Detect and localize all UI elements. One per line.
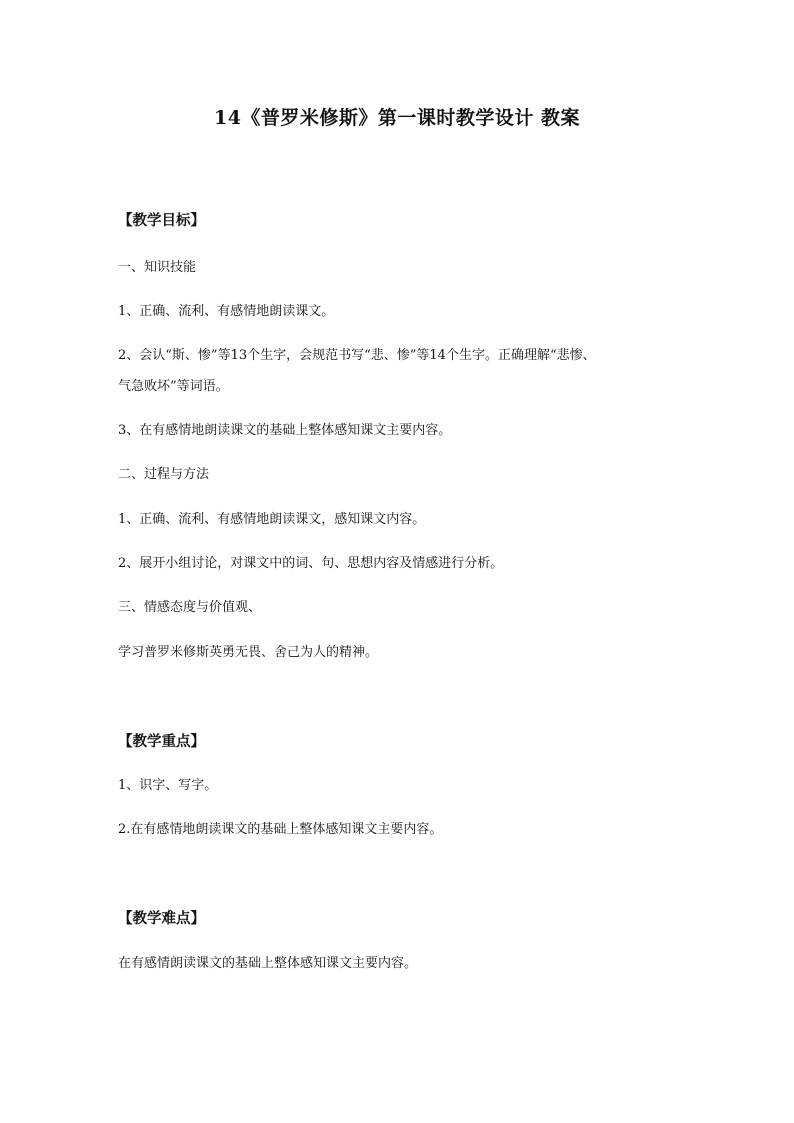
- emotion-heading: 三、情感态度与价值观、: [118, 600, 262, 615]
- knowledge-item-2-continued: 气急败坏”等词语。: [118, 379, 229, 394]
- process-heading: 二、过程与方法: [118, 467, 210, 482]
- process-item-2: 2、展开小组讨论，对课文中的词、句、思想内容及情感进行分析。: [118, 556, 504, 571]
- key-point-item-2: 2.在有感情地朗读课文的基础上整体感知课文主要内容。: [118, 822, 443, 837]
- knowledge-item-2: 2、会认“斯、惨”等13个生字，会规范书写“悲、惨”等14个生字。正确理解“悲惨、: [118, 348, 596, 363]
- emotion-text: 学习普罗米修斯英勇无畏、舍己为人的精神。: [118, 645, 379, 660]
- knowledge-item-1: 1、正确、流利、有感情地朗读课文。: [118, 304, 335, 319]
- process-item-1: 1、正确、流利、有感情地朗读课文，感知课文内容。: [118, 512, 426, 527]
- knowledge-heading: 一、知识技能: [118, 260, 197, 275]
- knowledge-item-3: 3、在有感情地朗读课文的基础上整体感知课文主要内容。: [118, 423, 452, 438]
- objectives-heading: 【教学目标】: [118, 212, 205, 229]
- document-title: 14《普罗米修斯》第一课时教学设计 教案: [213, 107, 581, 129]
- difficulties-text: 在有感情朗读课文的基础上整体感知课文主要内容。: [118, 956, 418, 971]
- key-points-heading: 【教学重点】: [118, 733, 205, 750]
- key-point-item-1: 1、识字、写字。: [118, 778, 218, 793]
- difficulties-heading: 【教学难点】: [118, 910, 205, 927]
